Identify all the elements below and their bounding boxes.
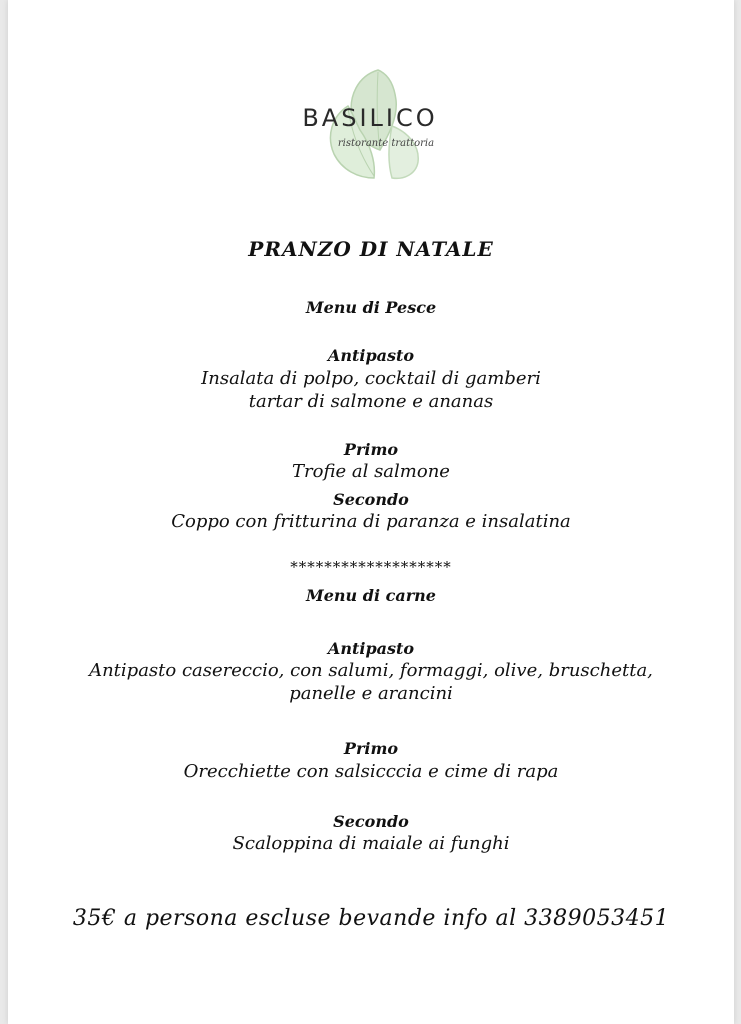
pesce-antipasto-line2: tartar di salmone e ananas: [248, 391, 494, 412]
price-info-footer: 35€ a persona escluse bevande info al 3389053451: [72, 906, 670, 931]
carne-antipasto-line1: Antipasto casereccio, con salumi, formaggi, olive, bruschetta,: [89, 660, 653, 681]
logo-name: BASILICO: [302, 104, 438, 132]
carne-primo-dish: Orecchiette con salsicccia e cime di rapa: [183, 761, 559, 782]
menu-title: PRANZO DI NATALE: [248, 237, 494, 261]
carne-primo-label: Primo: [343, 739, 399, 758]
menu-page: [8, 0, 734, 1024]
pesce-menu-heading: Menu di Pesce: [305, 298, 437, 317]
carne-antipasto-label: Antipasto: [327, 639, 415, 658]
pesce-antipasto-label: Antipasto: [327, 346, 415, 365]
pesce-secondo-label: Secondo: [333, 490, 409, 509]
logo-subtitle: ristorante trattoria: [337, 138, 435, 149]
carne-antipasto-line2: panelle e arancini: [289, 683, 453, 704]
pesce-antipasto-line1: Insalata di polpo, cocktail di gamberi: [201, 368, 541, 389]
pesce-primo-dish: Trofie al salmone: [292, 461, 450, 482]
menu-separator: *******************: [290, 558, 452, 576]
carne-secondo-label: Secondo: [333, 812, 409, 831]
restaurant-logo: [300, 66, 450, 184]
carne-menu-heading: Menu di carne: [306, 586, 436, 605]
carne-secondo-dish: Scaloppina di maiale ai funghi: [232, 833, 510, 854]
pesce-primo-label: Primo: [343, 440, 399, 459]
pesce-secondo-dish: Coppo con fritturina di paranza e insalatina: [171, 511, 571, 532]
